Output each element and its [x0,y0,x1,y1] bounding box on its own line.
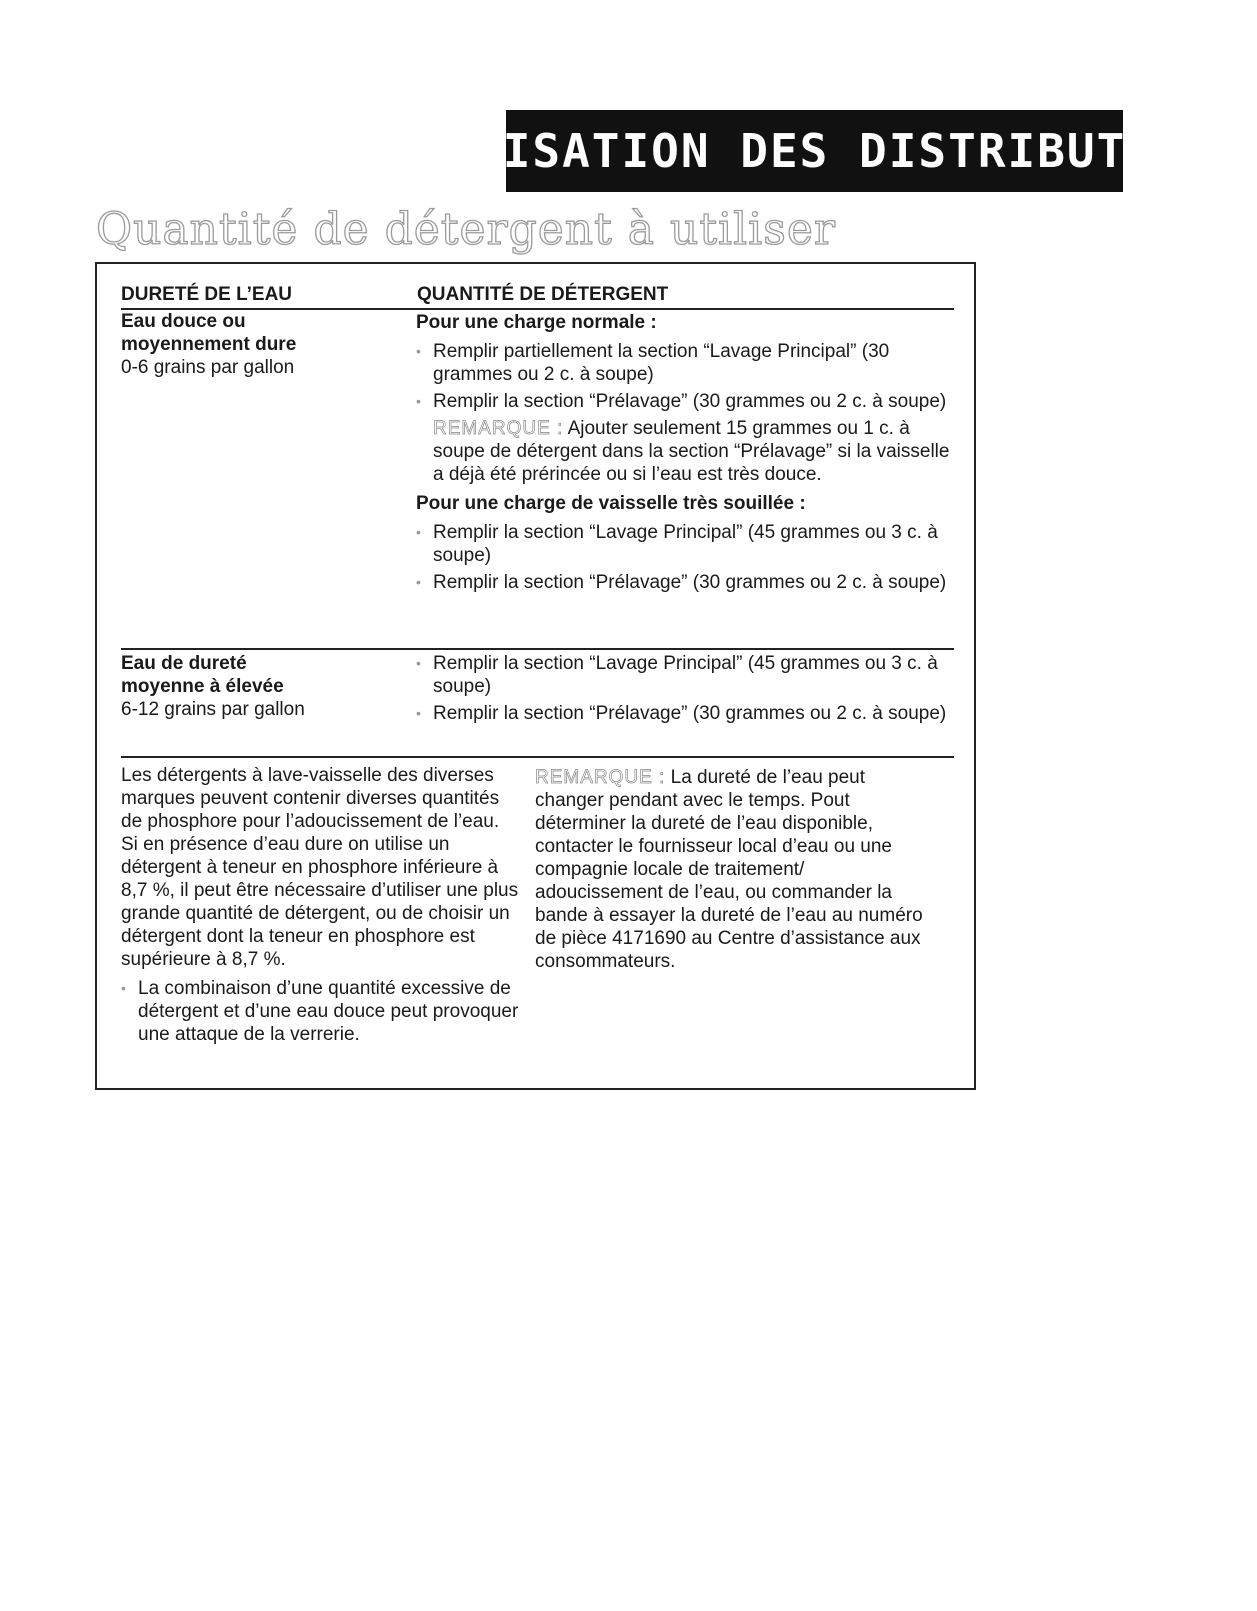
footer-note-text: La dureté de l’eau peut changer pendant avec le temps. Pout déterminer la dureté de l’eau disponible, contacter le fournisseur local d’eau ou une compagnie locale de traitement/ adoucissement de l’eau, ou commander la bande à essayer la dureté de l’eau au numéro de pièce 4171690 au Centre d’assistance aux consommateurs. [535,767,923,972]
normal-load-heading: Pour une charge normale : [416,312,657,333]
row1-detergent-cell [416,311,956,598]
row1-label-bold-1: Eau douce ou [121,311,246,332]
row2-bullet-2: • Remplir la section “Prélavage” (30 grammes ou 2 c. à soupe) [416,702,956,725]
row2-label-plain: 6-12 grains par gallon [121,699,305,720]
phosphore-info [121,764,521,1050]
column-header-water-hardness: DURETÉ DE L’EAU [121,284,293,305]
soiled-bullet-2: • Remplir la section “Prélavage” (30 grammes ou 2 c. à soupe) [416,571,956,594]
section-title: Quantité de détergent à utiliser [96,204,836,255]
row1-label-plain: 0-6 grains par gallon [121,357,295,378]
row1-hardness-label [121,310,401,379]
soiled-bullet-1: • Remplir la section “Lavage Principal” (45 grammes ou 3 c. à soupe) [416,521,956,567]
row1-note-text: Ajouter seulement 15 grammes ou 1 c. à soupe de détergent dans la section “Prélavage” si la vaisselle a déjà été prérincée ou si l’eau est très douce. [433,418,950,485]
detergent-table [95,262,976,1090]
row2-bullet-1: • Remplir la section “Lavage Principal” (45 grammes ou 3 c. à soupe) [416,652,956,698]
water-hardness-note [535,766,925,973]
row1-rule [121,648,954,650]
column-header-detergent-amount: QUANTITÉ DE DÉTERGENT [417,284,669,305]
footer-note-label: REMARQUE : [535,767,666,788]
row1-note [416,417,956,486]
phosphore-paragraph: Les détergents à lave-vaisselle des diverses marques peuvent contenir diverses quantités de phosphore pour l’adoucissement de l’eau. Si en présence d’eau dure on utilise un détergent à teneur en phosphore inférieure à 8,7 %, il peut être nécessaire d’utiliser une plus grande quantité de détergent, ou de choisir un détergent dont la teneur en phosphore est supérieure à 8,7 %. [121,765,519,970]
row2-rule [121,756,954,758]
row2-detergent-cell [416,652,956,729]
row2-label-bold-1: Eau de dureté [121,653,247,674]
soiled-load-heading: Pour une charge de vaisselle très souillée : [416,493,806,514]
row2-label-bold-2: moyenne à élevée [121,676,284,697]
banner-title: UTILISATION DES DISTRIBUTEURS [383,124,1246,178]
normal-bullet-1: • Remplir partiellement la section “Lavage Principal” (30 grammes ou 2 c. à soupe) [416,340,956,386]
row1-label-bold-2: moyennement dure [121,334,297,355]
normal-bullet-2: • Remplir la section “Prélavage” (30 grammes ou 2 c. à soupe) [416,390,956,413]
row1-note-label: REMARQUE : [433,418,564,439]
row2-hardness-label [121,652,401,721]
page-banner [383,110,1246,192]
glassware-warning-bullet: • La combinaison d’une quantité excessive de détergent et d’une eau douce peut provoquer une attaque de la verrerie. [121,977,521,1046]
